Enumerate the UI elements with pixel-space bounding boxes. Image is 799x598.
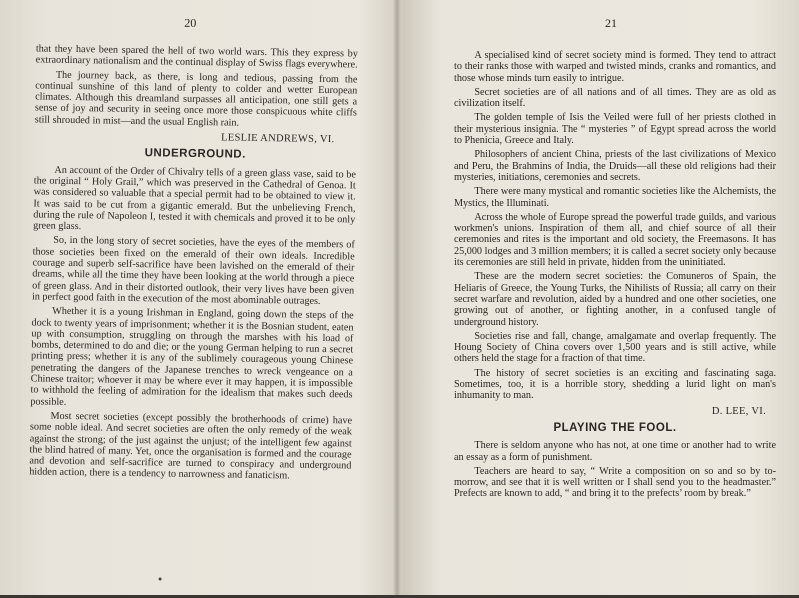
page-number-left: 20 [184, 15, 197, 30]
paragraph: So, in the long story of secret societies, have the eyes of the members of those societies been fixed on the emerald of their own ideals. Incredible courage and superb self-sacrifice have been lavished on the emerald of their dreams, while all the time they have been looking at the world through a piece of green glass. And in their distorted outlook, their very lives have been given in perfect good faith in the execution of the most abominable outrages. [31, 235, 355, 307]
paragraph: The history of secret societies is an exciting and fascinating saga. Sometimes, too, it is a horrible story, shedding a lurid light on man's inhumanity to man. [454, 367, 776, 402]
left-page-text [29, 43, 358, 486]
paragraph: The journey back, as there, is long and tedious, passing from the continual sunshine of this land of plenty to colder and wetter European climates. Although this dreamland surpasses all anticipation, one still gets a sense of joy and security in seeing once more those conspicuous white cliffs still shrouded in mist—and the usual English rain. [34, 69, 358, 129]
article-heading: PLAYING THE FOOL. [553, 421, 677, 434]
author-signature: LESLIE ANDREWS, VI. [221, 132, 335, 146]
paragraph: that they have been spared the hell of two world wars. This they express by extraordinary nationalism and the continual display of Swiss flags everywhere. [35, 43, 358, 71]
paragraph: Across the whole of Europe spread the powerful trade guilds, and various workmen's unions. Inspiration of them all, and chief source of all their ceremonies and rites is the important and old society, the Freemasons. It has 25,000 lodges and 3 million members; it is called a secret society only because its ceremonies are still held in private, hidden from the uninitiated. [454, 211, 776, 269]
right-page [400, 0, 799, 595]
page-number-right: 21 [605, 16, 617, 30]
paragraph: Secret societies are of all nations and of all times. They are as old as civilization itself. [454, 86, 776, 110]
paragraph: Teachers are heard to say, “ Write a composition on so and so by to-morrow, and see that it is well written or I shall send you to the headmaster.” Prefects are known to add, “ and bring it to the prefects’ room by break.” [454, 465, 776, 500]
paragraph: Societies rise and fall, change, amalgamate and overlap frequently. The Houng Society of China covers over 1,500 years and is still active, while others held the stage for a fraction of that time. [454, 330, 776, 365]
paragraph: There were many mystical and romantic societies like the Alchemists, the Mystics, the Illuminati. [454, 186, 776, 209]
paragraph: Philosophers of ancient China, priests of the last civilizations of Mexico and Peru, the Brahmins of India, the Druids—all these old religions had their mysteries, initiations, ceremonies and secrets. [454, 149, 776, 183]
paragraph: A specialised kind of secret society mind is formed. They tend to attract to their ranks those with warped and twisted minds, cranks and romantics, and those whose minds turn easily to intrigue. [454, 50, 776, 84]
paragraph: The golden temple of Isis the Veiled were full of her priests clothed in their mysterious insignia. The “ mysteries ” of Egypt spread across the world to Phenicia, Greece and Italy. [454, 112, 776, 147]
paragraph: There is seldom anyone who has not, at one time or another had to write an essay as a form of punishment. [454, 440, 776, 463]
page-dot-mark [159, 577, 162, 580]
right-page-text [454, 50, 776, 503]
author-signature: D. LEE, VI. [711, 405, 766, 417]
article-heading: UNDERGROUND. [144, 147, 246, 162]
paragraph: These are the modern secret societies: the Comuneros of Spain, the Heliaris of Greece, the Young Turks, the Nihilists of Russia; all carry on their secret warfare and revolution, aided by a hundred and one other societies, one growing out of another, or fighting another, in a confused tangle of underground history. [454, 271, 776, 328]
paragraph: Whether it is a young Irishman in England, going down the steps of the dock to twenty years of imprisonment; whether it is the Bosnian student, eaten up with consumption, struggling on through the marshes with his load of bombs, determined to do and die; or the young German helping to run a secret printing press; whether it is any of the sublimely courageous young Chinese penetrating the dangers of the Japanese trenches to wreck vengeance on a Chinese traitor; whoever it may be where ever it may happen, it is impossible to withhold the feeling of admiration for the idealism that makes such deeds possible. [30, 305, 354, 408]
paragraph: An account of the Order of Chivalry tells of a green glass vase, said to be the original “ Holy Grail,” which was preserved in the Cathedral of Genoa. It was considered so valuable that a special permit had to be obtained to view it. It was said to be cut from a gigantic emerald. But the unbelieving French, during the rule of Napoleon I, tested it with chemicals and proved it to be only green glass. [33, 164, 357, 233]
paragraph: Most secret societies (except possibly the brotherhoods of crime) have some noble ideal. And secret societies are often the only remedy of the weak against the strong; of the just against the unjust; of the intelligent few against the blind hatred of many. Yet, once the organisation is formed and the courage and devotion and self-sacrifice are turned to conspiracy and underground hidden action, there is a tendency to narrowness and fanaticism. [29, 410, 353, 482]
